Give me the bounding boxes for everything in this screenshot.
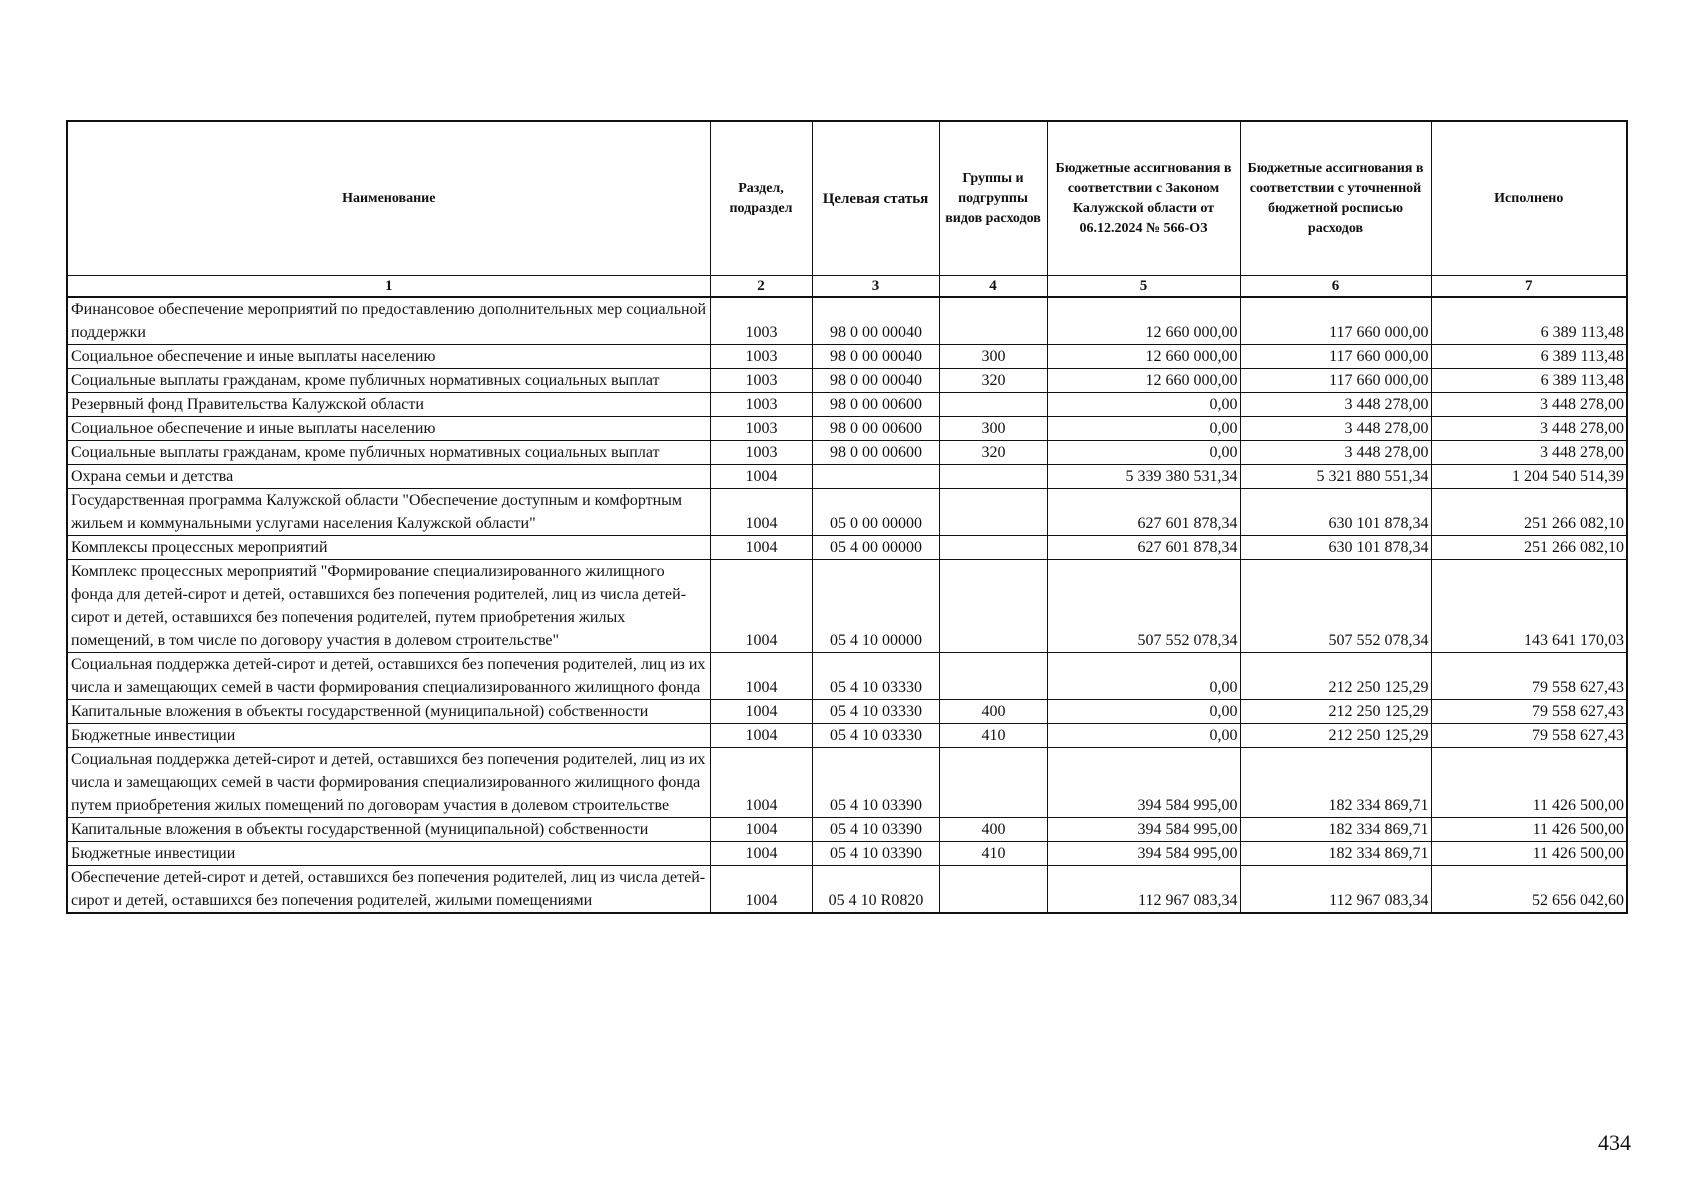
row-name: Социальное обеспечение и иные выплаты населению (67, 345, 710, 369)
header-target: Целевая статья (812, 121, 939, 276)
column-number: 7 (1431, 276, 1627, 298)
row-group (939, 465, 1047, 489)
row-executed: 11 426 500,00 (1431, 818, 1627, 842)
row-section: 1004 (710, 724, 812, 748)
row-target: 05 4 10 03390 (812, 818, 939, 842)
row-name: Социальные выплаты гражданам, кроме публичных нормативных социальных выплат (67, 441, 710, 465)
row-section: 1004 (710, 465, 812, 489)
row-executed: 3 448 278,00 (1431, 441, 1627, 465)
table-row (67, 818, 1627, 842)
row-target: 98 0 00 00600 (812, 441, 939, 465)
row-section: 1004 (710, 653, 812, 700)
row-updated-allocation: 507 552 078,34 (1240, 560, 1431, 653)
row-section: 1004 (710, 536, 812, 560)
row-section: 1003 (710, 369, 812, 393)
table-row (67, 441, 1627, 465)
row-updated-allocation: 3 448 278,00 (1240, 393, 1431, 417)
row-target: 05 4 10 03390 (812, 748, 939, 818)
row-executed: 11 426 500,00 (1431, 842, 1627, 866)
row-section: 1004 (710, 866, 812, 914)
header-name: Наименование (67, 121, 710, 276)
column-number: 2 (710, 276, 812, 298)
table-row (67, 297, 1627, 345)
row-name: Государственная программа Калужской области "Обеспечение доступным и комфортным жильем и коммунальными услугами населения Калужской области" (67, 489, 710, 536)
table-row (67, 465, 1627, 489)
row-updated-allocation: 212 250 125,29 (1240, 653, 1431, 700)
header-row (67, 121, 1627, 276)
row-law-allocation: 12 660 000,00 (1047, 345, 1240, 369)
row-executed: 79 558 627,43 (1431, 724, 1627, 748)
header-law-allocation: Бюджетные ассигнования в соответствии с Законом Калужской области от 06.12.2024 № 566-ОЗ (1047, 121, 1240, 276)
header-executed: Исполнено (1431, 121, 1627, 276)
table-row (67, 700, 1627, 724)
row-law-allocation: 0,00 (1047, 724, 1240, 748)
row-section: 1004 (710, 700, 812, 724)
row-name: Социальная поддержка детей-сирот и детей, оставшихся без попечения родителей, лиц из их числа и замещающих семей в части формирования специализированного жилищного фонда (67, 653, 710, 700)
column-number: 5 (1047, 276, 1240, 298)
row-updated-allocation: 3 448 278,00 (1240, 417, 1431, 441)
row-law-allocation: 5 339 380 531,34 (1047, 465, 1240, 489)
row-target: 05 4 00 00000 (812, 536, 939, 560)
row-executed: 6 389 113,48 (1431, 345, 1627, 369)
row-law-allocation: 0,00 (1047, 393, 1240, 417)
row-law-allocation: 12 660 000,00 (1047, 297, 1240, 345)
row-law-allocation: 394 584 995,00 (1047, 842, 1240, 866)
row-law-allocation: 627 601 878,34 (1047, 489, 1240, 536)
column-number: 4 (939, 276, 1047, 298)
table-row (67, 748, 1627, 818)
row-name: Капитальные вложения в объекты государственной (муниципальной) собственности (67, 700, 710, 724)
row-law-allocation: 0,00 (1047, 653, 1240, 700)
row-updated-allocation: 5 321 880 551,34 (1240, 465, 1431, 489)
row-group: 300 (939, 345, 1047, 369)
row-group (939, 297, 1047, 345)
row-updated-allocation: 182 334 869,71 (1240, 842, 1431, 866)
row-updated-allocation: 630 101 878,34 (1240, 489, 1431, 536)
row-group (939, 866, 1047, 914)
header-updated-allocation: Бюджетные ассигнования в соответствии с уточненной бюджетной росписью расходов (1240, 121, 1431, 276)
row-name: Социальная поддержка детей-сирот и детей, оставшихся без попечения родителей, лиц из их числа и замещающих семей в части формирования специализированного жилищного фонда путем приобретения жилых помещений по договорам участия в долевом строительстве (67, 748, 710, 818)
row-law-allocation: 507 552 078,34 (1047, 560, 1240, 653)
row-name: Социальное обеспечение и иные выплаты населению (67, 417, 710, 441)
row-group (939, 653, 1047, 700)
row-name: Комплекс процессных мероприятий "Формирование специализированного жилищного фонда для детей-сирот и детей, оставшихся без попечения родителей, лиц из числа детей-сирот и детей, оставшихся без попечения родителей, путем приобретения жилых помещений, в том числе по договору участия в долевом строительстве" (67, 560, 710, 653)
row-target: 05 4 10 R0820 (812, 866, 939, 914)
row-executed: 79 558 627,43 (1431, 700, 1627, 724)
row-group (939, 536, 1047, 560)
row-updated-allocation: 3 448 278,00 (1240, 441, 1431, 465)
row-updated-allocation: 117 660 000,00 (1240, 297, 1431, 345)
table-row (67, 842, 1627, 866)
table-row (67, 417, 1627, 441)
header-section: Раздел, подраздел (710, 121, 812, 276)
row-section: 1003 (710, 417, 812, 441)
row-executed: 79 558 627,43 (1431, 653, 1627, 700)
table-row (67, 653, 1627, 700)
row-target: 98 0 00 00040 (812, 345, 939, 369)
row-updated-allocation: 630 101 878,34 (1240, 536, 1431, 560)
row-group (939, 560, 1047, 653)
row-executed: 3 448 278,00 (1431, 393, 1627, 417)
column-number-row (67, 276, 1627, 298)
row-name: Комплексы процессных мероприятий (67, 536, 710, 560)
row-executed: 6 389 113,48 (1431, 369, 1627, 393)
row-target: 98 0 00 00040 (812, 369, 939, 393)
row-section: 1004 (710, 842, 812, 866)
row-law-allocation: 394 584 995,00 (1047, 748, 1240, 818)
table-row (67, 536, 1627, 560)
row-target: 98 0 00 00600 (812, 393, 939, 417)
row-updated-allocation: 117 660 000,00 (1240, 345, 1431, 369)
row-section: 1003 (710, 441, 812, 465)
column-number: 1 (67, 276, 710, 298)
column-number: 6 (1240, 276, 1431, 298)
row-name: Капитальные вложения в объекты государственной (муниципальной) собственности (67, 818, 710, 842)
row-law-allocation: 0,00 (1047, 700, 1240, 724)
table-row (67, 393, 1627, 417)
row-updated-allocation: 212 250 125,29 (1240, 700, 1431, 724)
table-row (67, 345, 1627, 369)
row-target: 05 4 10 03330 (812, 700, 939, 724)
row-name: Социальные выплаты гражданам, кроме публичных нормативных социальных выплат (67, 369, 710, 393)
row-executed: 251 266 082,10 (1431, 536, 1627, 560)
row-section: 1003 (710, 345, 812, 369)
page-number: 434 (1598, 1130, 1631, 1155)
row-group: 400 (939, 700, 1047, 724)
row-target: 05 4 10 03330 (812, 724, 939, 748)
row-target: 05 4 10 03330 (812, 653, 939, 700)
row-section: 1004 (710, 560, 812, 653)
header-group: Группы и подгруппы видов расходов (939, 121, 1047, 276)
row-executed: 251 266 082,10 (1431, 489, 1627, 536)
row-executed: 6 389 113,48 (1431, 297, 1627, 345)
row-target: 05 4 10 03390 (812, 842, 939, 866)
row-law-allocation: 12 660 000,00 (1047, 369, 1240, 393)
table-row (67, 724, 1627, 748)
table-row (67, 560, 1627, 653)
row-group (939, 748, 1047, 818)
row-group: 300 (939, 417, 1047, 441)
row-target: 05 0 00 00000 (812, 489, 939, 536)
row-law-allocation: 394 584 995,00 (1047, 818, 1240, 842)
row-section: 1004 (710, 818, 812, 842)
row-group (939, 489, 1047, 536)
row-name: Бюджетные инвестиции (67, 842, 710, 866)
row-name: Финансовое обеспечение мероприятий по предоставлению дополнительных мер социальной поддержки (67, 297, 710, 345)
table-row (67, 489, 1627, 536)
row-updated-allocation: 182 334 869,71 (1240, 748, 1431, 818)
row-target: 98 0 00 00600 (812, 417, 939, 441)
row-group: 410 (939, 724, 1047, 748)
row-name: Охрана семьи и детства (67, 465, 710, 489)
budget-sheet (66, 120, 1626, 914)
row-executed: 1 204 540 514,39 (1431, 465, 1627, 489)
row-executed: 3 448 278,00 (1431, 417, 1627, 441)
row-group: 320 (939, 369, 1047, 393)
row-updated-allocation: 117 660 000,00 (1240, 369, 1431, 393)
row-executed: 11 426 500,00 (1431, 748, 1627, 818)
table-body (67, 297, 1627, 913)
row-section: 1004 (710, 748, 812, 818)
table-row (67, 369, 1627, 393)
row-target (812, 465, 939, 489)
row-law-allocation: 0,00 (1047, 417, 1240, 441)
row-executed: 52 656 042,60 (1431, 866, 1627, 914)
row-law-allocation: 0,00 (1047, 441, 1240, 465)
row-target: 98 0 00 00040 (812, 297, 939, 345)
column-number: 3 (812, 276, 939, 298)
table-row (67, 866, 1627, 914)
row-updated-allocation: 182 334 869,71 (1240, 818, 1431, 842)
row-section: 1003 (710, 297, 812, 345)
row-name: Бюджетные инвестиции (67, 724, 710, 748)
row-name: Обеспечение детей-сирот и детей, оставшихся без попечения родителей, лиц из числа детей-сирот и детей, оставшихся без попечения родителей, жилыми помещениями (67, 866, 710, 914)
row-section: 1004 (710, 489, 812, 536)
budget-execution-table (66, 120, 1628, 914)
row-group: 410 (939, 842, 1047, 866)
row-section: 1003 (710, 393, 812, 417)
row-group (939, 393, 1047, 417)
row-law-allocation: 112 967 083,34 (1047, 866, 1240, 914)
row-group: 320 (939, 441, 1047, 465)
row-group: 400 (939, 818, 1047, 842)
row-name: Резервный фонд Правительства Калужской области (67, 393, 710, 417)
row-updated-allocation: 112 967 083,34 (1240, 866, 1431, 914)
row-target: 05 4 10 00000 (812, 560, 939, 653)
row-law-allocation: 627 601 878,34 (1047, 536, 1240, 560)
row-updated-allocation: 212 250 125,29 (1240, 724, 1431, 748)
row-executed: 143 641 170,03 (1431, 560, 1627, 653)
